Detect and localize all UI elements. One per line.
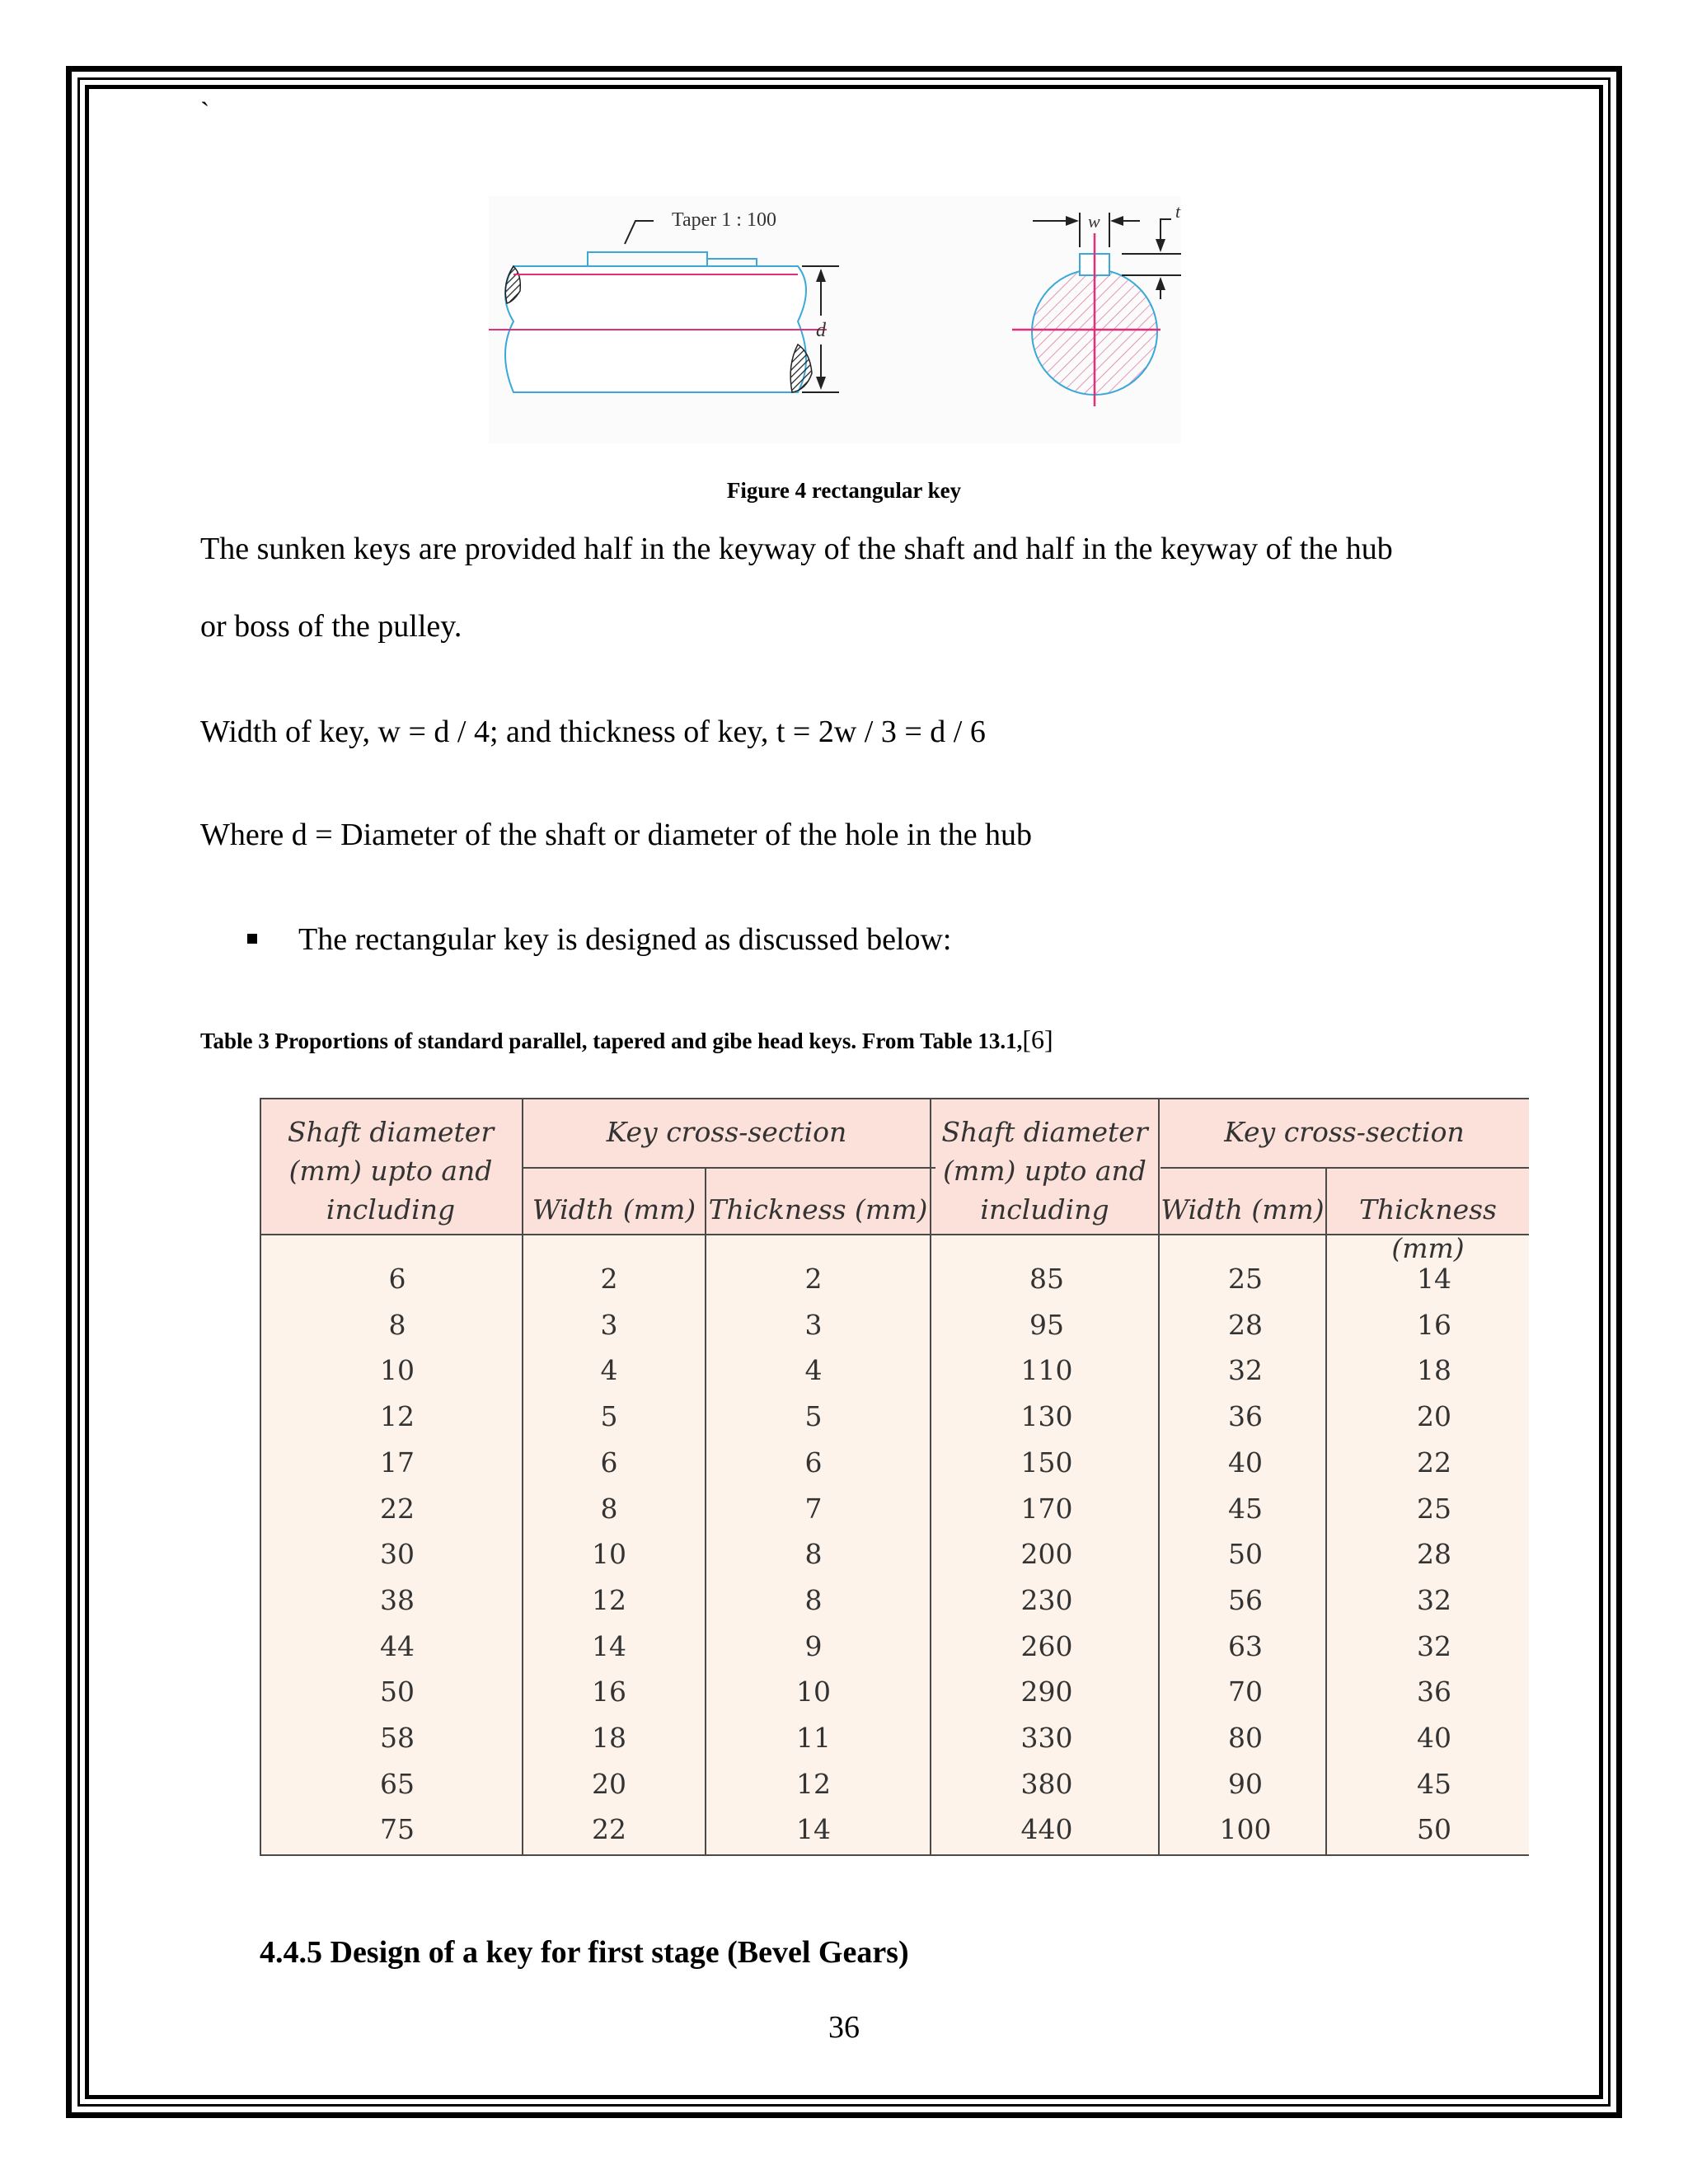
table-cell: 30: [380, 1538, 415, 1571]
header-width-left: Width (mm): [532, 1193, 696, 1226]
table-cell: 25: [1417, 1492, 1451, 1525]
table-cell: 11: [796, 1722, 831, 1754]
table-cell: 80: [1228, 1722, 1263, 1754]
table-cell: 380: [1020, 1767, 1073, 1800]
table-cell: 8: [388, 1308, 406, 1341]
table-cell: 36: [1228, 1400, 1263, 1433]
table-cell: 12: [592, 1583, 626, 1616]
table-cell: 28: [1417, 1538, 1451, 1571]
table-cell: 6: [804, 1446, 823, 1479]
section-heading: 4.4.5 Design of a key for first stage (Bevel Gears): [260, 1935, 909, 1970]
t-label: t: [1175, 201, 1181, 222]
header-thickness-right: Thickness (mm): [1359, 1193, 1497, 1264]
table-cell: 5: [804, 1400, 823, 1433]
header-key-section-right: Key cross-section: [1224, 1116, 1465, 1148]
table-cell: 150: [1020, 1446, 1073, 1479]
table-cell: 3: [600, 1308, 618, 1341]
body-paragraph-line-2: or boss of the pulley.: [200, 609, 462, 644]
table-cell: 58: [380, 1722, 415, 1754]
table-cell: 65: [380, 1767, 415, 1800]
table-cell: 40: [1417, 1722, 1451, 1754]
table-cell: 22: [1417, 1446, 1451, 1479]
diameter-definition: Where d = Diameter of the shaft or diameter of the hole in the hub: [200, 818, 1033, 852]
table-bottom-rule: [260, 1854, 1529, 1856]
table-cell: 10: [796, 1675, 831, 1708]
taper-label: Taper 1 : 100: [672, 209, 776, 231]
w-label: w: [1088, 211, 1100, 232]
table-cell: 40: [1228, 1446, 1263, 1479]
table-cell: 12: [380, 1400, 415, 1433]
table-cell: 50: [1228, 1538, 1263, 1571]
table-cell: 17: [380, 1446, 415, 1479]
table-cell: 36: [1417, 1675, 1451, 1708]
table-cell: 38: [380, 1583, 415, 1616]
table-cell: 260: [1020, 1629, 1073, 1662]
header-shaft-line-3: including: [980, 1193, 1109, 1226]
header-shaft-line-1: Shaft diameter: [287, 1116, 495, 1148]
table-cell: 20: [1417, 1400, 1451, 1433]
table-cell: 32: [1228, 1354, 1263, 1387]
header-shaft-line-2: (mm) upto and: [288, 1155, 493, 1187]
table-caption-ref: [6]: [1022, 1024, 1053, 1054]
bullet-item: [247, 921, 952, 958]
table-cell: 18: [1417, 1354, 1451, 1387]
bullet-square-icon: [247, 934, 257, 944]
table-cell: 100: [1219, 1813, 1272, 1846]
key-section-rule-left: [523, 1167, 935, 1169]
table-cell: 18: [592, 1722, 626, 1754]
table-cell: 230: [1020, 1583, 1073, 1616]
table-cell: 200: [1020, 1538, 1073, 1571]
table-cell: 330: [1020, 1722, 1073, 1754]
table-cell: 2: [600, 1263, 618, 1295]
table-cell: 25: [1228, 1263, 1263, 1295]
table-cell: 3: [804, 1308, 823, 1341]
table-top-rule: [260, 1098, 1529, 1099]
col-divider-2: [705, 1167, 706, 1856]
table-cell: 50: [1417, 1813, 1451, 1846]
table-cell: 16: [592, 1675, 626, 1708]
table-cell: 7: [804, 1492, 823, 1525]
header-shaft-line-1: Shaft diameter: [941, 1116, 1148, 1148]
d-label: d: [816, 320, 826, 341]
table-cell: 22: [592, 1813, 626, 1846]
table-cell: 9: [804, 1629, 823, 1662]
table-cell: 110: [1020, 1354, 1073, 1387]
figure-caption: Figure 4 rectangular key: [726, 478, 962, 503]
header-key-section-left: Key cross-section: [606, 1116, 847, 1148]
header-shaft-diameter-right: [931, 1113, 1158, 1229]
table-cell: 10: [380, 1354, 415, 1387]
table-cell: 8: [804, 1538, 823, 1571]
rectangular-key-figure: [489, 196, 1181, 443]
header-thickness-left: Thickness (mm): [708, 1193, 928, 1226]
table-cell: 70: [1228, 1675, 1263, 1708]
table-cell: 20: [592, 1767, 626, 1800]
table-cell: 6: [600, 1446, 618, 1479]
table-cell: 2: [804, 1263, 823, 1295]
table-cell: 14: [592, 1629, 626, 1662]
table-cell: 50: [380, 1675, 415, 1708]
table-cell: 4: [804, 1354, 823, 1387]
key-section-rule-right: [1160, 1167, 1529, 1169]
table-cell: 56: [1228, 1583, 1263, 1616]
table-caption: [200, 1024, 1053, 1055]
table-cell: 22: [380, 1492, 415, 1525]
header-shaft-diameter-left: [260, 1113, 522, 1229]
body-paragraph-line-1: The sunken keys are provided half in the keyway of the shaft and half in the keyway of the hub: [200, 532, 1393, 566]
table-cell: 63: [1228, 1629, 1263, 1662]
key-width-formula: Width of key, w = d / 4; and thickness of key, t = 2w / 3 = d / 6: [200, 715, 986, 749]
table-cell: 28: [1228, 1308, 1263, 1341]
key-proportions-table: [260, 1098, 1529, 1856]
table-cell: 5: [600, 1400, 618, 1433]
table-cell: 290: [1020, 1675, 1073, 1708]
table-cell: 45: [1417, 1767, 1451, 1800]
table-cell: 14: [1417, 1263, 1451, 1295]
table-cell: 45: [1228, 1492, 1263, 1525]
stray-backtick: `: [200, 97, 210, 128]
table-cell: 90: [1228, 1767, 1263, 1800]
table-cell: 85: [1029, 1263, 1064, 1295]
table-cell: 44: [380, 1629, 415, 1662]
table-cell: 440: [1020, 1813, 1073, 1846]
table-cell: 8: [600, 1492, 618, 1525]
table-cell: 170: [1020, 1492, 1073, 1525]
bullet-text: The rectangular key is designed as discussed below:: [298, 922, 952, 957]
header-shaft-line-3: including: [326, 1193, 456, 1226]
page-number: 36: [828, 2010, 860, 2045]
table-cell: 16: [1417, 1308, 1451, 1341]
col-divider-5: [1325, 1167, 1327, 1856]
table-cell: 8: [804, 1583, 823, 1616]
table-cell: 12: [796, 1767, 831, 1800]
table-cell: 10: [592, 1538, 626, 1571]
table-caption-text: Table 3 Proportions of standard parallel, tapered and gibe head keys. From Table 13.1,: [200, 1029, 1023, 1053]
header-width-right: Width (mm): [1160, 1193, 1325, 1226]
table-cell: 14: [796, 1813, 831, 1846]
table-cell: 130: [1020, 1400, 1073, 1433]
table-cell: 32: [1417, 1583, 1451, 1616]
table-cell: 6: [388, 1263, 406, 1295]
table-cell: 32: [1417, 1629, 1451, 1662]
table-cell: 95: [1029, 1308, 1064, 1341]
table-cell: 4: [600, 1354, 618, 1387]
header-shaft-line-2: (mm) upto and: [943, 1155, 1146, 1187]
table-cell: 75: [380, 1813, 415, 1846]
